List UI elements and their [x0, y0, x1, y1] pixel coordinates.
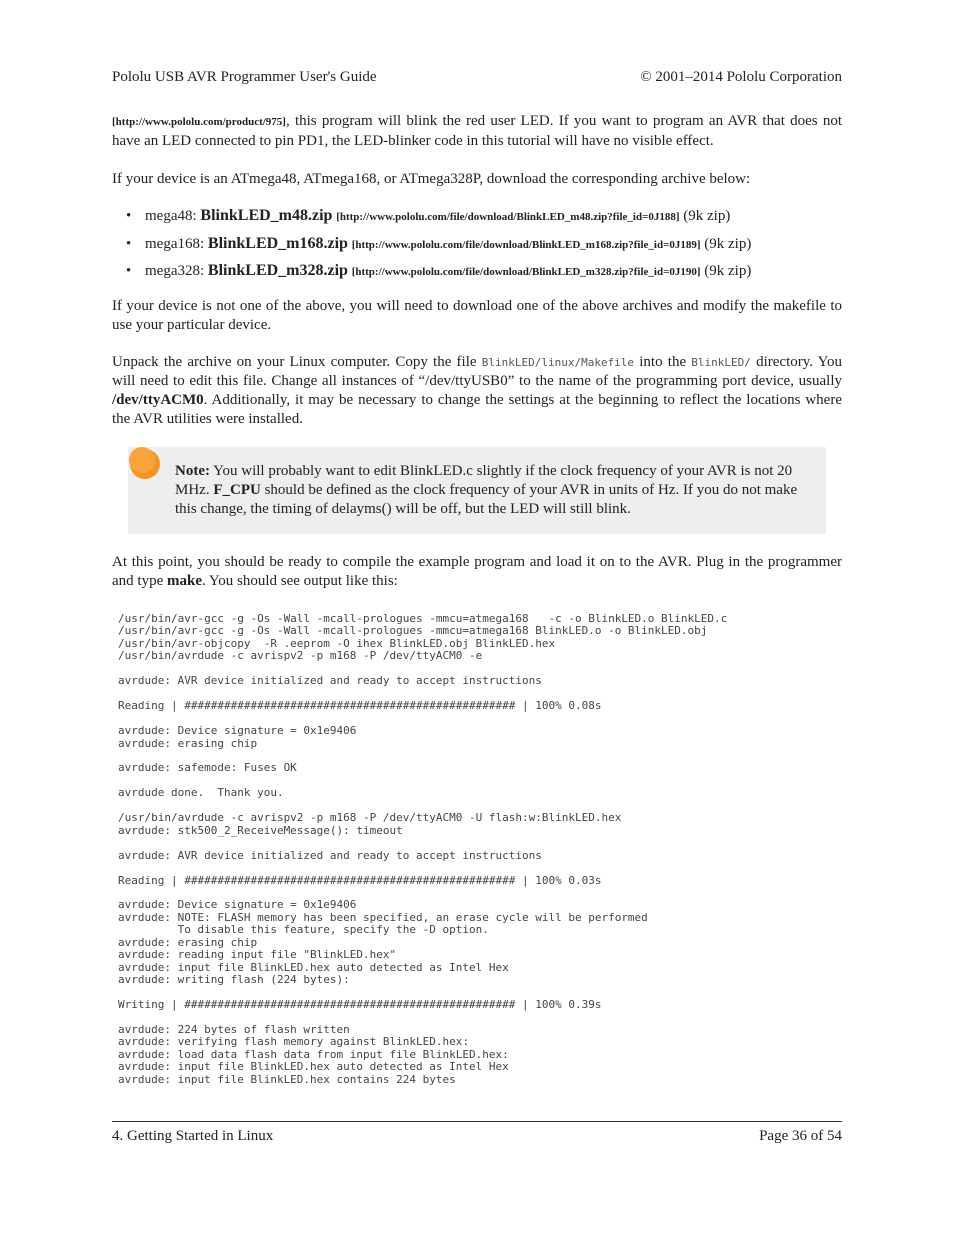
compile-text: At this point, you should be ready to compile the example program and load it on to the AVR. Plug in the programmer and type	[112, 554, 842, 589]
page-header	[112, 69, 842, 89]
file-size: (9k zip)	[683, 208, 731, 224]
download-url[interactable]: [http://www.pololu.com/file/download/BlinkLED_m328.zip?file_id=0J190]	[351, 266, 701, 278]
download-link[interactable]: BlinkLED_m48.zip	[200, 207, 333, 224]
download-url[interactable]: [http://www.pololu.com/file/download/BlinkLED_m48.zip?file_id=0J188]	[336, 211, 680, 223]
compile-paragraph	[112, 553, 842, 591]
other-device-paragraph: If your device is not one of the above, you will need to download one of the above archives and modify the makefile to use your particular device.	[112, 298, 842, 333]
download-url[interactable]: [http://www.pololu.com/file/download/BlinkLED_m168.zip?file_id=0J189]	[351, 238, 701, 251]
page-footer	[112, 1128, 842, 1148]
fcpu-label: F_CPU	[213, 482, 261, 498]
device-label: mega48:	[145, 208, 201, 224]
bullet: •	[126, 263, 132, 279]
unpack-text: into the	[634, 354, 692, 370]
directory-path: BlinkLED/	[691, 356, 751, 369]
product-link[interactable]: [http://www.pololu.com/product/975]	[112, 116, 286, 128]
unpack-text: . Additionally, it may be necessary to change the settings at the beginning to reflect the locations where the AVR utilities were installed.	[112, 392, 842, 427]
document-title: Pololu USB AVR Programmer User's Guide	[112, 69, 377, 85]
page-number: Page 36 of 54	[759, 1128, 842, 1144]
intro-text: , this program will blink the red user LED. If you want to program an AVR that does not have an LED connected to pin PD1, the LED-blinker code in this tutorial will have no visible effect.	[112, 113, 842, 149]
device-label: mega168:	[145, 235, 208, 252]
download-link[interactable]: BlinkLED_m168.zip	[207, 234, 348, 252]
make-command: make	[166, 573, 202, 589]
device-intro-paragraph: If your device is an ATmega48, ATmega168, or ATmega328P, download the corresponding archive below:	[112, 171, 751, 187]
device-path: /dev/ttyACM0	[112, 392, 204, 408]
list-item	[112, 261, 842, 289]
note-icon	[128, 447, 162, 481]
unpack-text: Unpack the archive on your Linux computer. Copy the file	[112, 354, 482, 370]
terminal-output: /usr/bin/avr-gcc -g -Os -Wall -mcall-prologues -mmcu=atmega168 -c -o BlinkLED.o BlinkLED.c /usr/bin/avr-gcc -g -Os -Wall -mcall-prologues -mmcu=atmega168 BlinkLED.o -o BlinkLED.obj /usr/bin/avr-objcopy -R .eeprom -O ihex BlinkLED.obj BlinkLED.hex /usr/bin/avrdude -c avrispv2 -p m168 -P /dev/ttyACM0 -e avrdude: AVR device initialized and ready to accept instructions Reading | ################################################## | 100% 0.08s avrdude: Device signature = 0x1e9406 avrdude: erasing chip avrdude: safemode: Fuses OK avrdude done. Thank you. /usr/bin/avrdude -c avrispv2 -p m168 -P /dev/ttyACM0 -U flash:w:BlinkLED.hex avrdude: stk500_2_ReceiveMessage(): timeout avrdude: AVR device initialized and ready to accept instructions Reading | ################################################## | 100% 0.03s avrdude: Device signature = 0x1e9406 avrdude: NOTE: FLASH memory has been specified, an erase cycle will be performed To disable this feature, specify the -D option. avrdude: erasing chip avrdude: reading input file "BlinkLED.hex" avrdude: input file BlinkLED.hex auto detected as Intel Hex avrdude: writing flash (224 bytes): Writing | ################################################## | 100% 0.39s avrdude: 224 bytes of flash written avrdude: verifying flash memory against BlinkLED.hex: avrdude: load data flash data from input file BlinkLED.hex: avrdude: input file BlinkLED.hex auto detected as Intel Hex avrdude: input file BlinkLED.hex contains 224 bytes	[118, 612, 728, 1086]
download-list	[112, 206, 842, 289]
device-label: mega328:	[145, 263, 208, 279]
note-body: You will probably want to edit BlinkLED.c slightly if the clock frequency of your AVR is not 20 MHz.	[175, 463, 793, 498]
makefile-path: BlinkLED/linux/Makefile	[481, 356, 635, 369]
unpack-paragraph	[112, 353, 842, 429]
section-title: 4. Getting Started in Linux	[112, 1128, 274, 1144]
download-link[interactable]: BlinkLED_m328.zip	[207, 262, 348, 279]
list-item	[112, 206, 842, 234]
bullet: •	[126, 208, 132, 224]
list-item	[112, 234, 842, 262]
note-label: Note:	[175, 463, 210, 479]
note-text	[175, 462, 811, 519]
file-size: (9k zip)	[704, 235, 752, 252]
footer-divider	[112, 1121, 842, 1122]
file-size: (9k zip)	[704, 263, 752, 279]
compile-text: . You should see output like this:	[201, 573, 398, 589]
copyright: © 2001–2014 Pololu Corporation	[640, 69, 842, 85]
note-box	[128, 447, 826, 534]
intro-paragraph	[112, 112, 842, 151]
note-body: should be defined as the clock frequency of your AVR in units of Hz. If you do not make this change, the timing of delayms() will be off, but the LED will still blink.	[175, 482, 798, 517]
bullet: •	[126, 235, 132, 252]
unpack-text: directory. You will need to edit this file. Change all instances of “/dev/ttyUSB0” to the name of the programming port device, usually	[112, 354, 842, 389]
